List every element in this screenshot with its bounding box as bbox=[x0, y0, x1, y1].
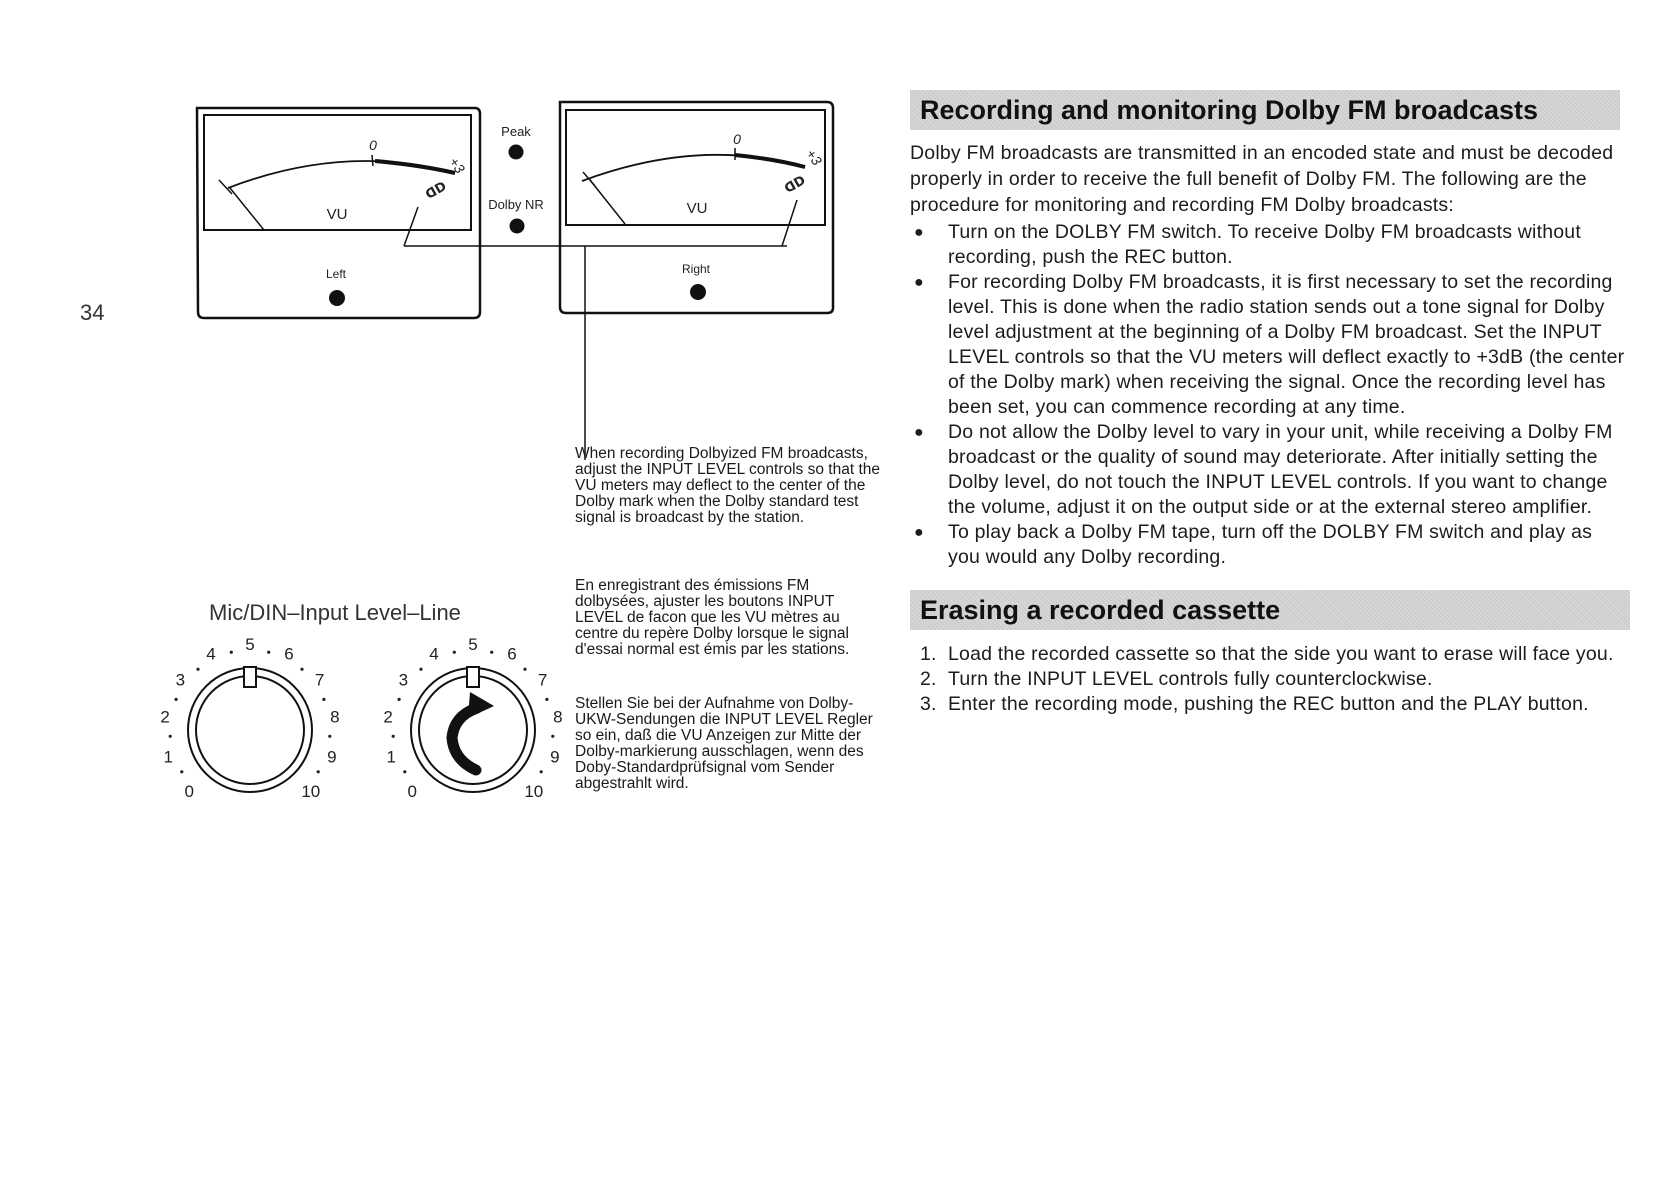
peak-indicator bbox=[509, 145, 524, 160]
left-dolby-mark-icon: ᗡᗞ bbox=[422, 178, 449, 202]
knob-scale-label: 2 bbox=[160, 707, 170, 727]
right-meter-plus3-label: +3 bbox=[802, 146, 826, 169]
knob-scale-label: 6 bbox=[507, 644, 517, 664]
section-intro: Dolby FM broadcasts are transmitted in an encoded state and must be decoded properly in order to receive the full benefit of Dolby FM. The following are the procedure for monitoring and recording FM Dolby broadcasts: bbox=[910, 142, 1614, 216]
knob-scale-label: 9 bbox=[550, 747, 560, 767]
peak-label: Peak bbox=[501, 124, 531, 139]
center-indicators bbox=[488, 124, 544, 234]
caption-french: En enregistrant des émissions FM dolbysées, ajuster les boutons INPUT LEVEL de facon que les VU mètres au centre du repère Dolby lorsque le signal d'essai normal est émis par les stations. bbox=[575, 577, 850, 658]
knob-scale-label: 0 bbox=[407, 781, 417, 801]
instructions-column bbox=[910, 90, 1630, 717]
knob-scale-dot bbox=[490, 651, 493, 654]
caption-german: Stellen Sie bei der Aufnahme von Dolby-UKW-Sendungen die INPUT LEVEL Regler so ein, daß die VU Anzeigen zur Mitte der Dolby-markierung ausschlagen, wenn des Doby-Standardprüfsignal vom Sender abgestrahlt wird. bbox=[575, 695, 873, 792]
knob-scale-dot bbox=[403, 770, 406, 773]
list-item: 2. Turn the INPUT LEVEL controls fully counterclockwise. bbox=[920, 668, 1433, 690]
bullet-icon: ● bbox=[914, 274, 924, 291]
knob-scale-label: 7 bbox=[537, 670, 548, 690]
erasing-steps-list bbox=[910, 642, 1625, 717]
right-input-level-knob bbox=[383, 635, 562, 801]
knob-scale-dot bbox=[300, 668, 303, 671]
knob-scale-dot bbox=[419, 668, 422, 671]
list-item: ● For recording Dolby FM broadcasts, it is first necessary to set the recording level. This is done when the radio station sends out a tone signal for Dolby level adjustment at the beginning of a Dolby FM broadcast. Set the INPUT LEVEL controls so that the VU meters will deflect exactly to +3dB (the center of the Dolby mark) when receiving the signal. Once the recording level has been set, you can commence recording at any time. bbox=[914, 271, 1625, 418]
dolby-nr-indicator bbox=[510, 219, 525, 234]
knob-scale-label: 5 bbox=[468, 635, 478, 654]
rotate-arrowhead-icon bbox=[468, 692, 494, 718]
left-meter-plus3-label: +3 bbox=[445, 154, 469, 177]
left-input-level-knob bbox=[160, 635, 339, 801]
knob-scale-label: 5 bbox=[245, 635, 255, 654]
knob-scale-label: 7 bbox=[314, 670, 325, 690]
left-meter-vu-label: VU bbox=[326, 206, 348, 223]
knob-scale-label: 9 bbox=[327, 747, 337, 767]
left-channel-label: Left bbox=[325, 267, 347, 281]
knob-scale-label: 1 bbox=[163, 747, 173, 767]
knob-scale-label: 6 bbox=[284, 644, 294, 664]
rotate-arrow-icon bbox=[452, 708, 477, 770]
knob-scale-label: 3 bbox=[175, 670, 186, 690]
knob-scale-label: 2 bbox=[383, 707, 393, 727]
section-heading-erasing: Erasing a recorded cassette bbox=[910, 590, 1630, 630]
right-channel-indicator bbox=[690, 284, 706, 300]
list-item: 1. Load the recorded cassette so that the side you want to erase will face you. bbox=[920, 643, 1614, 665]
caption-english: When recording Dolbyized FM broadcasts, adjust the INPUT LEVEL controls so that the VU meters may deflect to the center of the Dolby mark when the Dolby standard test signal is broadcast by the station. bbox=[575, 445, 880, 526]
bullet-icon: ● bbox=[914, 424, 924, 441]
knob-scale-label: 8 bbox=[330, 707, 340, 727]
knob-scale-dot bbox=[230, 651, 233, 654]
knob-scale-dot bbox=[328, 735, 331, 738]
knob-scale-dot bbox=[180, 770, 183, 773]
right-meter-vu-label: VU bbox=[686, 200, 708, 217]
knob-scale-label: 1 bbox=[386, 747, 396, 767]
knob-scale-dot bbox=[267, 651, 270, 654]
knob-scale-label: 10 bbox=[301, 781, 321, 801]
knob-scale-label: 3 bbox=[398, 670, 409, 690]
knob-scale-dot bbox=[196, 668, 199, 671]
knob-scale-label: 4 bbox=[206, 644, 216, 664]
list-item: ● Do not allow the Dolby level to vary in your unit, while receiving a Dolby FM broadcast or the quality of sound may deteriorate. After initially setting the Dolby level, do not touch the INPUT LEVEL controls. If you want to change the volume, adjust it on the output side or at the external stereo amplifier. bbox=[914, 421, 1613, 518]
right-dolby-mark-icon: ᗡᗞ bbox=[781, 172, 808, 196]
left-meter-zero-label: 0 bbox=[369, 137, 377, 153]
knob-scale-label: 8 bbox=[553, 707, 563, 727]
knob-scale-dot bbox=[398, 698, 401, 701]
list-item: 3. Enter the recording mode, pushing the REC button and the PLAY button. bbox=[920, 693, 1589, 715]
knob-scale-dot bbox=[175, 698, 178, 701]
right-needle bbox=[590, 180, 625, 224]
knob-scale-label: 10 bbox=[524, 781, 544, 801]
right-channel-label: Right bbox=[681, 262, 711, 276]
section-heading-recording: Recording and monitoring Dolby FM broadcasts bbox=[910, 90, 1620, 130]
dolby-nr-label: Dolby NR bbox=[488, 197, 544, 212]
knob-scale-dot bbox=[169, 735, 172, 738]
page-number: 34 bbox=[80, 300, 105, 325]
recording-bullet-list bbox=[910, 220, 1625, 570]
knob-scale-dot bbox=[453, 651, 456, 654]
knob-scale-dot bbox=[317, 770, 320, 773]
right-vu-meter bbox=[560, 102, 833, 460]
knob-scale-dot bbox=[523, 668, 526, 671]
bullet-icon: ● bbox=[914, 224, 924, 241]
left-needle bbox=[230, 188, 264, 230]
list-item: ● To play back a Dolby FM tape, turn off the DOLBY FM switch and play as you would any Dolby recording. bbox=[914, 521, 1593, 568]
knob-scale-dot bbox=[392, 735, 395, 738]
knob-scale-dot bbox=[545, 698, 548, 701]
mic-din-input-level-line-label: Mic/DIN–Input Level–Line bbox=[209, 600, 461, 625]
knob-scale-dot bbox=[540, 770, 543, 773]
right-meter-zero-label: 0 bbox=[733, 131, 741, 147]
knob-scale-label: 4 bbox=[429, 644, 439, 664]
knob-scale-label: 0 bbox=[184, 781, 194, 801]
knob-scale-dot bbox=[551, 735, 554, 738]
list-item: ● Turn on the DOLBY FM switch. To receive Dolby FM broadcasts without recording, push the REC button. bbox=[914, 221, 1581, 268]
knob-scale-dot bbox=[322, 698, 325, 701]
bullet-icon: ● bbox=[914, 524, 924, 541]
left-channel-indicator bbox=[329, 290, 345, 306]
